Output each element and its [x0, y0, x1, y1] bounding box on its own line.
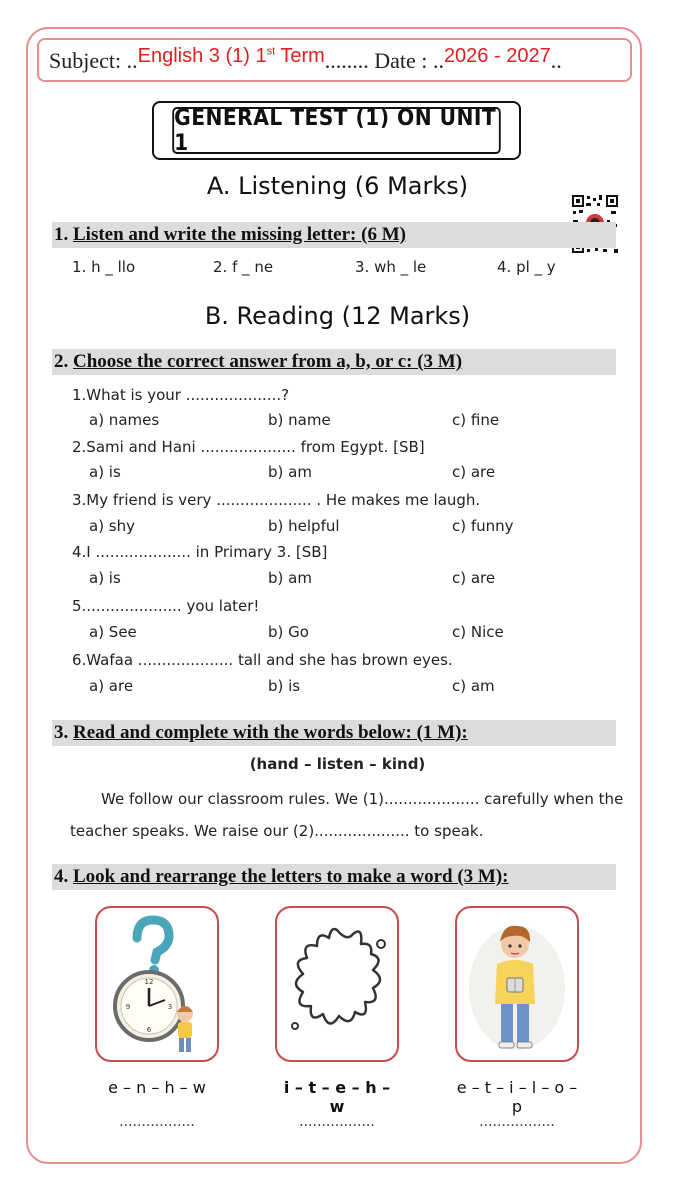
mcq-option: b) helpful [268, 517, 340, 535]
svg-text:3: 3 [167, 1003, 173, 1011]
mcq-option: b) Go [268, 623, 309, 641]
subject-line: Subject: ..English 3 (1) 1st Term........ Date : ..2026 - 2027.. [49, 45, 562, 73]
svg-text:12: 12 [144, 978, 154, 986]
svg-text:9: 9 [125, 1003, 131, 1011]
answer-blank[interactable]: ................. [299, 1114, 375, 1130]
scrambled-word: e – t – i – l – o – p [456, 1078, 578, 1116]
q1-item: 3. wh _ le [355, 258, 427, 276]
mcq-option: b) is [268, 677, 301, 695]
boy-holding-gift-image [457, 908, 577, 1060]
mcq-option: a) See [89, 623, 137, 641]
scrambled-word: i – t – e – h – w [283, 1078, 391, 1116]
picture-card-boy [455, 906, 579, 1062]
listening-heading: A. Listening (6 Marks) [206, 172, 469, 200]
mcq-question: 4.I .................... in Primary 3. [SB] [72, 543, 328, 561]
subject-value: English 3 (1) 1st Term [137, 45, 325, 67]
q1-item: 2. f _ ne [213, 258, 274, 276]
mcq-option: a) is [89, 569, 121, 587]
q1-item: 1. h _ llo [72, 258, 136, 276]
picture-card-clock [95, 906, 219, 1062]
question-2-instruction: 2. Choose the correct answer from a, b, or c: (3 M) [54, 351, 463, 372]
mcq-option: c) fine [452, 411, 500, 429]
question-4-instruction: 4. Look and rearrange the letters to make a word (3 M): [54, 866, 509, 887]
mcq-question: 2.Sami and Hani .................... from Egypt. [SB] [72, 438, 425, 456]
question-4-bar [52, 864, 616, 890]
date-value: 2026 - 2027 [443, 45, 551, 67]
mcq-option: c) funny [452, 517, 514, 535]
mcq-option: b) am [268, 569, 312, 587]
picture-card-splash [275, 906, 399, 1062]
white-paint-splash-image [277, 908, 397, 1060]
question-1-bar [52, 222, 616, 248]
question-3-bar [52, 720, 616, 746]
subject-label: Subject: [49, 48, 122, 73]
mcq-option: c) are [452, 463, 496, 481]
mcq-question: 3.My friend is very .................... . He makes me laugh. [72, 491, 481, 509]
answer-blank[interactable]: ................. [119, 1114, 195, 1130]
date-label: Date : [374, 48, 428, 73]
reading-heading: B. Reading (12 Marks) [204, 302, 471, 330]
subject-bar [37, 38, 632, 82]
answer-blank[interactable]: ................. [479, 1114, 555, 1130]
test-title-box [152, 101, 521, 160]
passage-line-2: teacher speaks. We raise our (2).................... to speak. [70, 822, 484, 840]
mcq-question: 1.What is your ....................? [72, 386, 290, 404]
mcq-option: a) shy [89, 517, 136, 535]
mcq-option: c) Nice [452, 623, 504, 641]
clock-question-boy-image [97, 908, 217, 1060]
word-bank: (hand – listen – kind) [249, 755, 426, 773]
mcq-option: c) am [452, 677, 495, 695]
test-title: GENERAL TEST (1) ON UNIT 1 [172, 107, 500, 154]
mcq-option: a) names [89, 411, 160, 429]
passage-line-1: We follow our classroom rules. We (1).................... carefully when the [101, 790, 624, 808]
mcq-option: a) is [89, 463, 121, 481]
mcq-question: 6.Wafaa .................... tall and she has brown eyes. [72, 651, 453, 669]
mcq-question: 5..................... you later! [72, 597, 260, 615]
mcq-option: b) name [268, 411, 331, 429]
mcq-option: a) are [89, 677, 134, 695]
question-3-instruction: 3. Read and complete with the words below: (1 M): [54, 722, 468, 743]
svg-text:6: 6 [146, 1026, 152, 1034]
question-1-instruction: 1. Listen and write the missing letter: (6 M) [54, 224, 406, 245]
scrambled-word: e – n – h – w [108, 1078, 206, 1097]
question-2-bar [52, 349, 616, 375]
mcq-option: b) am [268, 463, 312, 481]
q1-item: 4. pl _ y [497, 258, 556, 276]
mcq-option: c) are [452, 569, 496, 587]
